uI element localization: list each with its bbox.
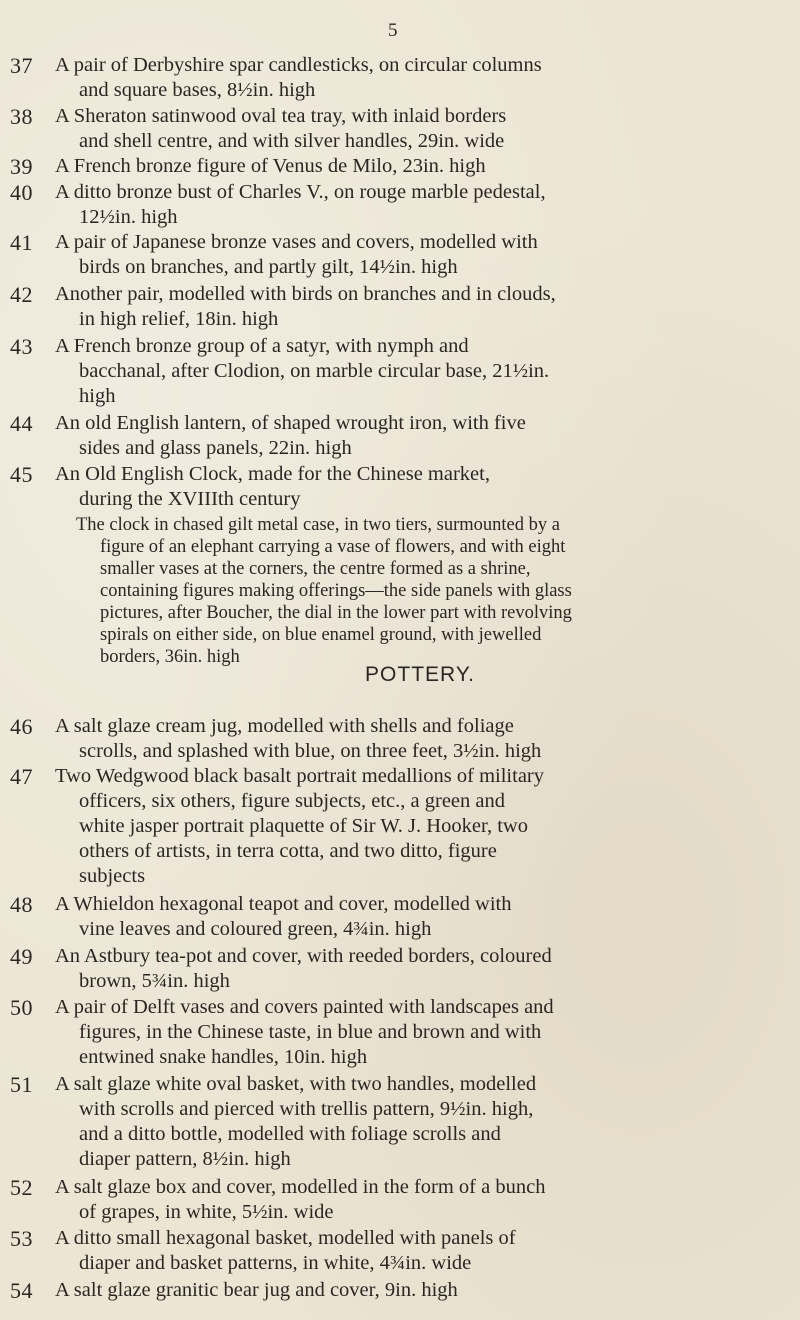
lot-line: in high relief, 18in. high [79,308,279,330]
lot-line: Two Wedgwood black basalt portrait medallions of military [55,765,544,787]
lot-line: A French bronze figure of Venus de Milo, 23in. high [55,155,486,177]
lot-description [56,764,786,889]
lot-number: 43 [10,334,33,359]
lot-description [56,104,786,154]
lot-number: 48 [10,892,33,917]
page-number: 5 [388,20,398,41]
lot-description [56,154,786,179]
lot-number: 46 [10,714,33,739]
lot-description [56,282,786,332]
lot-number: 51 [10,1072,33,1097]
lot-line: A pair of Japanese bronze vases and covers, modelled with [55,231,538,253]
detail-line: figure of an elephant carrying a vase of flowers, and with eight [100,537,566,557]
lot-line: An Old English Clock, made for the Chinese market, [55,463,490,485]
lot-description [56,1175,786,1225]
detail-line: spirals on either side, on blue enamel ground, with jewelled [100,625,542,645]
lot-line: white jasper portrait plaquette of Sir W. J. Hooker, two [79,815,528,837]
lot-line: and a ditto bottle, modelled with foliage scrolls and [79,1123,501,1145]
detail-line: smaller vases at the corners, the centre formed as a shrine, [100,559,531,579]
lot-number: 37 [10,53,33,78]
lot-line: brown, 5¾in. high [79,970,230,992]
lot-line: An Astbury tea-pot and cover, with reeded borders, coloured [55,945,552,967]
lot-description [56,1278,786,1303]
lot-description [56,944,786,994]
lot-line: and square bases, 8½in. high [79,79,316,101]
lot-line: A salt glaze white oval basket, with two handles, modelled [55,1073,537,1095]
lot-number: 49 [10,944,33,969]
lot-line: birds on branches, and partly gilt, 14½in. high [79,256,458,278]
lot-line: diaper pattern, 8½in. high [79,1148,291,1170]
lot-line: sides and glass panels, 22in. high [79,437,352,459]
lot-description [56,53,786,103]
detail-line: pictures, after Boucher, the dial in the lower part with revolving [100,603,572,623]
lot-line: high [79,385,116,407]
lot-line: A pair of Derbyshire spar candlesticks, on circular columns [55,54,542,76]
section-heading: POTTERY. [365,663,475,686]
lot-line: officers, six others, figure subjects, etc., a green and [79,790,505,812]
lot-number: 40 [10,180,33,205]
lot-number: 45 [10,462,33,487]
lot-number: 47 [10,764,33,789]
lot-description [56,995,786,1070]
lot-line: entwined snake handles, 10in. high [79,1046,368,1068]
lot-line: A salt glaze granitic bear jug and cover, 9in. high [55,1279,458,1301]
detail-line: containing figures making offerings—the side panels with glass [100,581,572,601]
lot-number: 53 [10,1226,33,1251]
lot-description [56,334,786,409]
lot-number: 41 [10,230,33,255]
lot-line: A ditto bronze bust of Charles V., on rouge marble pedestal, [55,181,546,203]
lot-line: A Sheraton satinwood oval tea tray, with inlaid borders [55,105,507,127]
lot-line: A pair of Delft vases and covers painted with landscapes and [55,996,554,1018]
lot-description [56,1072,786,1172]
lot-number: 39 [10,154,33,179]
lot-line: subjects [79,865,146,887]
lot-number: 54 [10,1278,33,1303]
lot-line: during the XVIIIth century [79,488,301,510]
lot-description [56,230,786,280]
lot-line: with scrolls and pierced with trellis pattern, 9½in. high, [79,1098,534,1120]
lot-description [56,462,786,512]
lot-line: bacchanal, after Clodion, on marble circular base, 21½in. [79,360,550,382]
lot-line: A ditto small hexagonal basket, modelled with panels of [55,1227,516,1249]
detail-line: The clock in chased gilt metal case, in two tiers, surmounted by a [76,515,560,535]
lot-line: A French bronze group of a satyr, with nymph and [55,335,469,357]
lot-line: of grapes, in white, 5½in. wide [79,1201,334,1223]
lot-number: 50 [10,995,33,1020]
lot-description [56,714,786,764]
lot-description [56,180,786,230]
lot-line: scrolls, and splashed with blue, on three feet, 3½in. high [79,740,542,762]
lot-line: A salt glaze cream jug, modelled with shells and foliage [55,715,514,737]
lot-line: An old English lantern, of shaped wrought iron, with five [55,412,526,434]
lot-line: 12½in. high [79,206,178,228]
lot-line: A salt glaze box and cover, modelled in the form of a bunch [55,1176,546,1198]
lot-description [56,411,786,461]
lot-number: 52 [10,1175,33,1200]
lot-line: and shell centre, and with silver handles, 29in. wide [79,130,505,152]
clock-detail-description [76,514,786,668]
lot-line: figures, in the Chinese taste, in blue and brown and with [79,1021,542,1043]
lot-description [56,892,786,942]
lot-line: vine leaves and coloured green, 4¾in. high [79,918,432,940]
lot-line: others of artists, in terra cotta, and two ditto, figure [79,840,497,862]
lot-number: 44 [10,411,33,436]
lot-line: diaper and basket patterns, in white, 4¾in. wide [79,1252,472,1274]
lot-number: 38 [10,104,33,129]
detail-line: borders, 36in. high [100,647,240,667]
lot-description [56,1226,786,1276]
lot-line: A Whieldon hexagonal teapot and cover, modelled with [55,893,512,915]
lot-line: Another pair, modelled with birds on branches and in clouds, [55,283,556,305]
lot-number: 42 [10,282,33,307]
